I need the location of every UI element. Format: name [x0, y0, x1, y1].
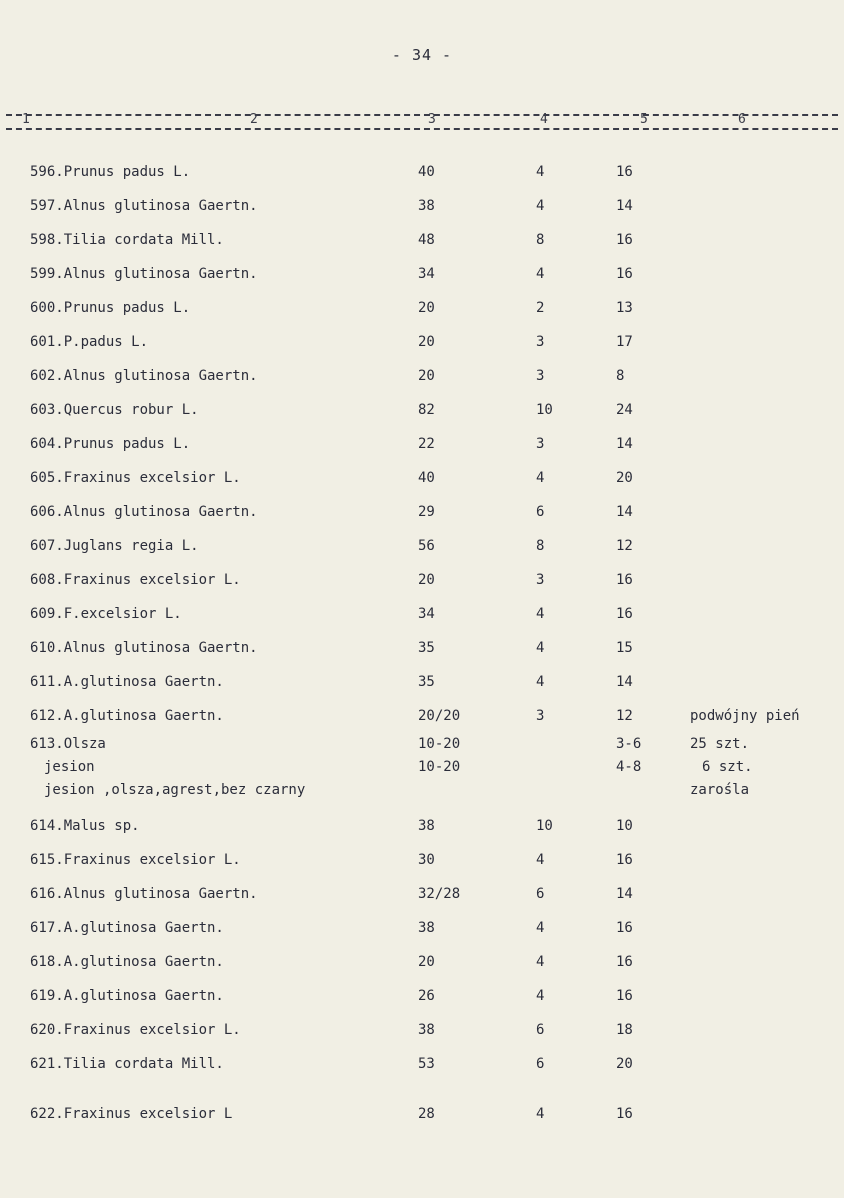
- sub-row: [0, 780, 844, 816]
- col3-value: 29: [418, 504, 435, 520]
- species-name: 597.Alnus glutinosa Gaertn.: [30, 198, 258, 214]
- col5-value: 3-6: [616, 736, 642, 752]
- col3-value: 28: [418, 1106, 435, 1122]
- col5-value: 16: [616, 920, 633, 936]
- table-row: [0, 986, 844, 1020]
- col5-value: 13: [616, 300, 633, 316]
- species-name: jesion: [44, 759, 95, 775]
- col3-value: 26: [418, 988, 435, 1004]
- species-name: 615.Fraxinus excelsior L.: [30, 852, 241, 868]
- col3-value: 34: [418, 606, 435, 622]
- col4-value: 4: [536, 640, 545, 656]
- col3-value: 20: [418, 954, 435, 970]
- col5-value: 10: [616, 818, 633, 834]
- species-name: 619.A.glutinosa Gaertn.: [30, 988, 224, 1004]
- col5-value: 14: [616, 674, 633, 690]
- col4-value: 8: [536, 232, 545, 248]
- table-row: [0, 264, 844, 298]
- col4-value: 4: [536, 470, 545, 486]
- col5-value: 17: [616, 334, 633, 350]
- species-name: 611.A.glutinosa Gaertn.: [30, 674, 224, 690]
- species-name: 608.Fraxinus excelsior L.: [30, 572, 241, 588]
- col4-value: 4: [536, 606, 545, 622]
- col5-value: 4-8: [616, 759, 642, 775]
- col5-value: 16: [616, 852, 633, 868]
- table-row-613: [0, 734, 844, 816]
- table-row: [0, 570, 844, 604]
- tree-table: [0, 162, 844, 1138]
- col4-value: 3: [536, 708, 545, 724]
- table-row: [0, 1104, 844, 1138]
- species-name: 596.Prunus padus L.: [30, 164, 191, 180]
- column-number-4: 4: [540, 112, 548, 127]
- col4-value: 4: [536, 266, 545, 282]
- col3-value: 20: [418, 334, 435, 350]
- col5-value: 16: [616, 988, 633, 1004]
- table-row: [0, 434, 844, 468]
- col4-value: 10: [536, 818, 553, 834]
- col4-value: 6: [536, 886, 545, 902]
- col3-value: 10-20: [418, 736, 461, 752]
- species-name: 604.Prunus padus L.: [30, 436, 191, 452]
- col5-value: 14: [616, 504, 633, 520]
- col4-value: 4: [536, 198, 545, 214]
- col4-value: 6: [536, 504, 545, 520]
- col5-value: 16: [616, 954, 633, 970]
- column-number-3: 3: [428, 112, 436, 127]
- col5-value: 16: [616, 1106, 633, 1122]
- species-name: 605.Fraxinus excelsior L.: [30, 470, 241, 486]
- col3-value: 82: [418, 402, 435, 418]
- header-rule-bottom: [6, 128, 838, 130]
- species-name: 603.Quercus robur L.: [30, 402, 199, 418]
- col5-value: 12: [616, 708, 633, 724]
- col3-value: 40: [418, 164, 435, 180]
- col4-value: 4: [536, 1106, 545, 1122]
- col3-value: 20: [418, 572, 435, 588]
- table-row: [0, 672, 844, 706]
- col4-value: 10: [536, 402, 553, 418]
- table-row: [0, 196, 844, 230]
- col5-value: 20: [616, 1056, 633, 1072]
- table-row: [0, 638, 844, 672]
- col4-value: 3: [536, 572, 545, 588]
- col4-value: 4: [536, 920, 545, 936]
- remark: 25 szt.: [690, 736, 750, 752]
- table-row: [0, 502, 844, 536]
- col3-value: 20/20: [418, 708, 461, 724]
- col4-value: 3: [536, 436, 545, 452]
- col3-value: 38: [418, 198, 435, 214]
- col3-value: 22: [418, 436, 435, 452]
- col3-value: 48: [418, 232, 435, 248]
- table-row: [0, 536, 844, 570]
- species-name: jesion ,olsza,agrest,bez czarny: [44, 782, 306, 798]
- species-name: 599.Alnus glutinosa Gaertn.: [30, 266, 258, 282]
- table-row: [0, 816, 844, 850]
- col3-value: 38: [418, 1022, 435, 1038]
- species-name: 598.Tilia cordata Mill.: [30, 232, 224, 248]
- remark: zarośla: [690, 782, 750, 798]
- col3-value: 53: [418, 1056, 435, 1072]
- col5-value: 24: [616, 402, 633, 418]
- col4-value: 4: [536, 164, 545, 180]
- header-rule-top: [6, 114, 838, 116]
- col5-value: 14: [616, 198, 633, 214]
- col3-value: 35: [418, 674, 435, 690]
- col4-value: 6: [536, 1056, 545, 1072]
- species-name: 616.Alnus glutinosa Gaertn.: [30, 886, 258, 902]
- species-name: 612.A.glutinosa Gaertn.: [30, 708, 224, 724]
- species-name: 601.P.padus L.: [30, 334, 149, 350]
- column-number-2: 2: [250, 112, 258, 127]
- table-row: [0, 468, 844, 502]
- table-row: [0, 298, 844, 332]
- col3-value: 34: [418, 266, 435, 282]
- table-row: [0, 332, 844, 366]
- col4-value: 3: [536, 334, 545, 350]
- table-row: [0, 162, 844, 196]
- col5-value: 14: [616, 436, 633, 452]
- table-row: [0, 400, 844, 434]
- species-name: 607.Juglans regia L.: [30, 538, 199, 554]
- col3-value: 38: [418, 818, 435, 834]
- species-name: 621.Tilia cordata Mill.: [30, 1056, 224, 1072]
- species-name: 606.Alnus glutinosa Gaertn.: [30, 504, 258, 520]
- remark: podwójny pień: [690, 708, 800, 724]
- col3-value: 40: [418, 470, 435, 486]
- col4-value: 2: [536, 300, 545, 316]
- col4-value: 4: [536, 988, 545, 1004]
- page-number: - 34 -: [391, 46, 453, 64]
- col3-value: 32/28: [418, 886, 461, 902]
- species-name: 602.Alnus glutinosa Gaertn.: [30, 368, 258, 384]
- sub-row: [0, 757, 844, 780]
- species-name: 617.A.glutinosa Gaertn.: [30, 920, 224, 936]
- species-name: 618.A.glutinosa Gaertn.: [30, 954, 224, 970]
- col5-value: 14: [616, 886, 633, 902]
- col4-value: 6: [536, 1022, 545, 1038]
- col5-value: 16: [616, 266, 633, 282]
- table-row: [0, 1054, 844, 1088]
- species-name: 620.Fraxinus excelsior L.: [30, 1022, 241, 1038]
- col4-value: 4: [536, 852, 545, 868]
- species-name: 609.F.excelsior L.: [30, 606, 182, 622]
- species-name: 600.Prunus padus L.: [30, 300, 191, 316]
- col3-value: 20: [418, 368, 435, 384]
- column-number-1: 1: [22, 112, 30, 127]
- col5-value: 16: [616, 164, 633, 180]
- species-name: 610.Alnus glutinosa Gaertn.: [30, 640, 258, 656]
- table-row: [0, 918, 844, 952]
- species-name: 613.Olsza: [30, 736, 106, 752]
- col3-value: 10-20: [418, 759, 461, 775]
- col5-value: 16: [616, 606, 633, 622]
- col4-value: 3: [536, 368, 545, 384]
- col4-value: 8: [536, 538, 545, 554]
- col5-value: 20: [616, 470, 633, 486]
- species-name: 614.Malus sp.: [30, 818, 140, 834]
- col5-value: 18: [616, 1022, 633, 1038]
- col5-value: 15: [616, 640, 633, 656]
- table-row: [0, 366, 844, 400]
- col3-value: 30: [418, 852, 435, 868]
- col5-value: 16: [616, 232, 633, 248]
- table-row: [0, 230, 844, 264]
- table-row: [0, 952, 844, 986]
- species-name: 622.Fraxinus excelsior L: [30, 1106, 233, 1122]
- col3-value: 56: [418, 538, 435, 554]
- table-row: [0, 1020, 844, 1054]
- col3-value: 20: [418, 300, 435, 316]
- col4-value: 4: [536, 954, 545, 970]
- col5-value: 16: [616, 572, 633, 588]
- remark: 6 szt.: [702, 759, 753, 775]
- table-row: [0, 604, 844, 638]
- column-number-5: 5: [640, 112, 648, 127]
- table-row: [0, 850, 844, 884]
- col5-value: 8: [616, 368, 625, 384]
- col5-value: 12: [616, 538, 633, 554]
- column-number-6: 6: [738, 112, 746, 127]
- col3-value: 35: [418, 640, 435, 656]
- col3-value: 38: [418, 920, 435, 936]
- sub-row: [0, 734, 844, 757]
- table-row: [0, 884, 844, 918]
- col4-value: 4: [536, 674, 545, 690]
